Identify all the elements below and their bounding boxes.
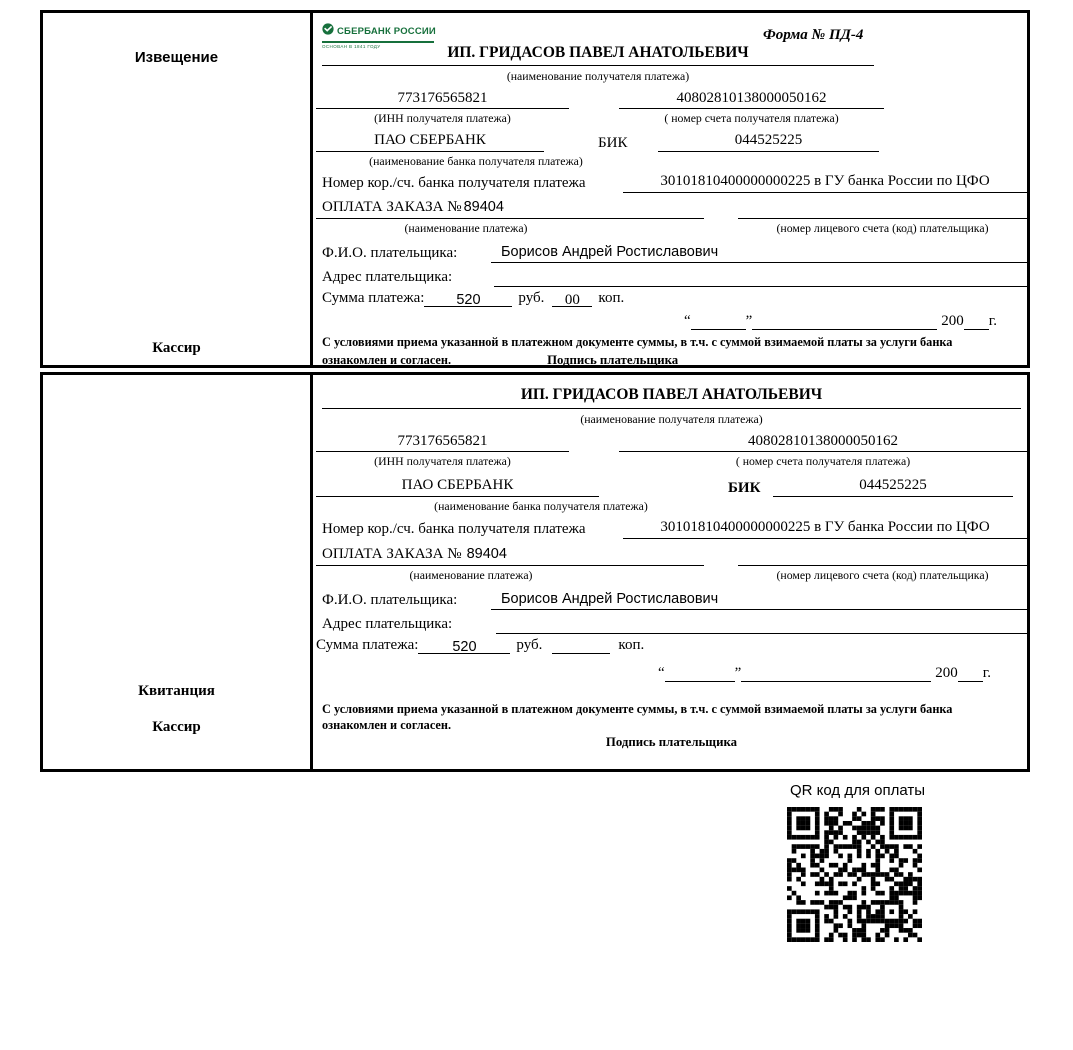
rub-label: руб. — [518, 290, 545, 306]
kop-label: коп. — [618, 637, 645, 653]
address-label: Адрес плательщика: — [322, 616, 453, 632]
signature-label: Подпись плательщика — [605, 735, 738, 749]
notice-form-area — [316, 13, 1027, 365]
date-year-suffix: г. — [988, 313, 997, 329]
date-month-blank — [752, 314, 937, 330]
rub-label: руб. — [516, 637, 543, 653]
sum-label: Сумма платежа: — [322, 290, 425, 306]
inn-value: 773176565821 — [316, 432, 569, 452]
payer-address-blank — [496, 612, 1027, 634]
address-label: Адрес плательщика: — [322, 269, 453, 285]
notice-left-cell — [43, 13, 313, 365]
personal-account-blank — [738, 545, 1027, 566]
date-quote-close: ” — [734, 665, 742, 681]
amount-rub-value: 520 — [418, 638, 510, 654]
date-year-blank — [958, 666, 983, 682]
bik-label: БИК — [598, 135, 628, 151]
account-caption: ( номер счета получателя платежа) — [735, 454, 911, 468]
receipt-section — [40, 372, 1030, 772]
corr-label: Номер кор./сч. банка получателя платежа — [322, 521, 586, 537]
payment-qr-code — [787, 807, 922, 942]
sum-label: Сумма платежа: — [316, 637, 419, 653]
date-day-blank — [691, 314, 746, 330]
receipt-left-cell — [43, 375, 313, 769]
fio-label: Ф.И.О. плательщика: — [322, 245, 458, 261]
agreement-line2: ознакомлен и согласен. — [322, 353, 452, 367]
amount-kop-value: 00 — [552, 291, 592, 307]
notice-section — [40, 10, 1030, 368]
payment-name: ОПЛАТА ЗАКАЗА № — [322, 199, 462, 215]
bank-caption: (наименование банка получателя платежа) — [369, 154, 583, 168]
bank-name: ПАО СБЕРБАНК — [316, 131, 544, 152]
inn-caption: (ИНН получателя платежа) — [374, 454, 511, 468]
receipt-title: Квитанция — [138, 683, 215, 699]
qr-caption: QR код для оплаты — [789, 782, 925, 799]
amount-rub-value: 520 — [424, 291, 512, 307]
date-year-prefix: 200 — [935, 665, 958, 681]
date-year-prefix: 200 — [941, 313, 964, 329]
sberbank-logo-tagline: ОСНОВАН В 1841 ГОДУ — [322, 44, 381, 49]
form-number-label: Форма № ПД-4 — [763, 27, 864, 43]
bik-value: 044525225 — [658, 131, 879, 152]
inn-caption: (ИНН получателя платежа) — [374, 111, 511, 125]
order-number: 89404 — [466, 546, 507, 562]
account-value: 40802810138000050162 — [619, 432, 1027, 452]
payee-name: ИП. ГРИДАСОВ ПАВЕЛ АНАТОЛЬЕВИЧ — [322, 43, 874, 66]
date-day-blank — [665, 666, 735, 682]
bank-name: ПАО СБЕРБАНК — [316, 476, 599, 497]
bik-label: БИК — [728, 480, 761, 496]
account-value: 40802810138000050162 — [619, 89, 884, 109]
payment-caption: (наименование платежа) — [409, 568, 533, 582]
notice-title: Извещение — [134, 49, 219, 66]
payer-name: Борисов Андрей Ростиславович — [491, 241, 1027, 263]
agreement-line1: С условиями приема указанной в платежном документе суммы, в т.ч. с суммой взимаемой платы за услуги банка — [322, 335, 953, 349]
date-quote-open: “ — [657, 665, 665, 681]
date-quote-close: ” — [745, 313, 753, 329]
agreement-line1: С условиями приема указанной в платежном документе суммы, в т.ч. с суммой взимаемой платы за услуги банка — [322, 702, 953, 716]
payer-name: Борисов Андрей Ростиславович — [491, 588, 1027, 610]
account-caption: ( номер счета получателя платежа) — [664, 111, 839, 125]
amount-kop-value — [552, 638, 610, 654]
date-year-suffix: г. — [982, 665, 991, 681]
personal-account-caption: (номер лицевого счета (код) плательщика) — [776, 221, 989, 235]
corr-label: Номер кор./сч. банка получателя платежа — [322, 175, 586, 191]
signature-label: Подпись плательщика — [547, 353, 679, 367]
payment-name: ОПЛАТА ЗАКАЗА № — [322, 546, 462, 562]
payment-caption: (наименование платежа) — [404, 221, 528, 235]
corr-account-value: 30101810400000000225 в ГУ банка России по ЦФО — [623, 172, 1027, 193]
payee-caption: (наименование получателя платежа) — [506, 69, 690, 83]
order-number: 89404 — [463, 199, 504, 215]
payer-address-blank — [494, 265, 1027, 287]
fio-label: Ф.И.О. плательщика: — [322, 592, 458, 608]
cashier-label: Кассир — [152, 340, 201, 356]
kop-label: коп. — [598, 290, 625, 306]
personal-account-caption: (номер лицевого счета (код) плательщика) — [776, 568, 989, 582]
bik-value: 044525225 — [773, 476, 1013, 497]
sberbank-logo-text: СБЕРБАНК РОССИИ — [337, 25, 436, 37]
receipt-form-area — [316, 375, 1027, 769]
payee-name: ИП. ГРИДАСОВ ПАВЕЛ АНАТОЛЬЕВИЧ — [322, 385, 1021, 409]
sberbank-emblem-icon — [322, 22, 334, 40]
agreement-line2: ознакомлен и согласен. — [322, 718, 452, 732]
cashier-label: Кассир — [152, 719, 201, 735]
date-year-blank — [964, 314, 989, 330]
payee-caption: (наименование получателя платежа) — [580, 412, 763, 426]
date-quote-open: “ — [683, 313, 691, 329]
date-month-blank — [741, 666, 931, 682]
personal-account-blank — [738, 198, 1027, 219]
inn-value: 773176565821 — [316, 89, 569, 109]
bank-caption: (наименование банка получателя платежа) — [434, 499, 648, 513]
corr-account-value: 30101810400000000225 в ГУ банка России по ЦФО — [623, 518, 1027, 539]
